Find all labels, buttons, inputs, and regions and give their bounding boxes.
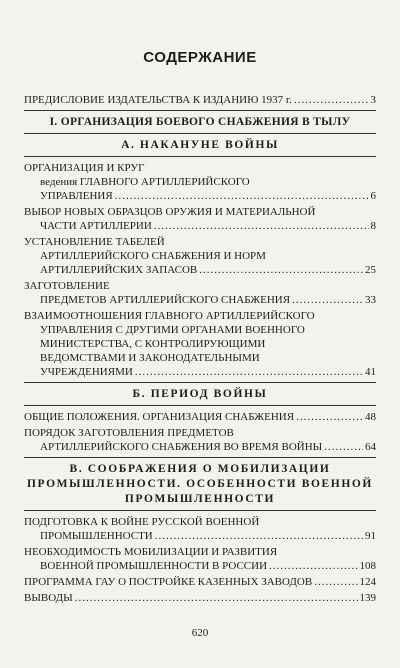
toc-entry-text: ПОДГОТОВКА К ВОЙНЕ РУССКОЙ ВОЕННОЙ xyxy=(24,516,260,528)
toc-entry[interactable] xyxy=(24,161,376,203)
leader-dots xyxy=(314,575,357,589)
toc-entry-text: ВОЕННОЙ ПРОМЫШЛЕННОСТИ В РОССИИ xyxy=(40,560,268,572)
toc-page-number: 33 xyxy=(365,294,376,306)
toc-entry[interactable] xyxy=(24,545,376,573)
toc-page-number: 3 xyxy=(370,94,376,106)
divider xyxy=(24,510,376,511)
section-b-heading: Б. ПЕРИОД ВОЙНЫ xyxy=(132,388,268,400)
toc-page-number: 91 xyxy=(365,530,376,542)
toc-page-number: 124 xyxy=(359,576,376,588)
toc-page-number: 41 xyxy=(365,366,376,378)
leader-dots xyxy=(296,410,363,424)
leader-dots xyxy=(292,293,363,307)
leader-dots xyxy=(75,591,358,605)
toc-entry-last-line xyxy=(24,263,376,277)
leader-dots xyxy=(135,365,363,379)
toc-entry-last-line xyxy=(24,559,376,573)
preface-block xyxy=(24,93,376,107)
toc-entry-text: ВЫВОДЫ xyxy=(24,592,73,604)
toc-page-number: 108 xyxy=(359,560,376,572)
divider xyxy=(24,156,376,157)
toc-entry[interactable] xyxy=(24,410,376,424)
toc-entry-text: ОРГАНИЗАЦИЯ И КРУГ xyxy=(24,162,145,174)
toc-entry-text: ОБЩИЕ ПОЛОЖЕНИЯ. ОРГАНИЗАЦИЯ СНАБЖЕНИЯ xyxy=(24,411,295,423)
section-a-heading: А. НАКАНУНЕ ВОЙНЫ xyxy=(121,139,279,151)
toc-entry[interactable] xyxy=(24,309,376,379)
section-a-entries xyxy=(24,161,376,379)
toc-entry-last-line xyxy=(24,189,376,203)
section-v-entries xyxy=(24,515,376,605)
leader-dots xyxy=(269,559,357,573)
page-number: 620 xyxy=(191,627,209,639)
section-v-heading xyxy=(24,462,376,507)
toc-entry-text: ПРЕДИСЛОВИЕ ИЗДАТЕЛЬСТВА К ИЗДАНИЮ 1937 г. xyxy=(24,94,292,106)
toc-page-number: 48 xyxy=(365,411,376,423)
leader-dots xyxy=(294,93,369,107)
toc-entry[interactable] xyxy=(24,235,376,277)
toc-entry-text: ПРОГРАММА ГАУ О ПОСТРОЙКЕ КАЗЕННЫХ ЗАВОДОВ xyxy=(24,576,313,588)
toc-entry-text: МИНИСТЕРСТВА, С КОНТРОЛИРУЮЩИМИ xyxy=(40,338,266,350)
toc-entry-text: ВЕДОМСТВАМИ И ЗАКОНОДАТЕЛЬНЫМИ xyxy=(40,352,260,364)
toc-entry-text: НЕОБХОДИМОСТЬ МОБИЛИЗАЦИИ И РАЗВИТИЯ xyxy=(24,546,278,558)
toc-entry-last-line xyxy=(24,365,376,379)
leader-dots xyxy=(155,529,363,543)
toc-entry-text: ВЗАИМООТНОШЕНИЯ ГЛАВНОГО АРТИЛЛЕРИЙСКОГО xyxy=(24,310,315,322)
toc-entry-last-line xyxy=(24,410,376,424)
toc-entry-text: УПРАВЛЕНИЯ xyxy=(40,190,113,202)
toc-entry-text: ВЫБОР НОВЫХ ОБРАЗЦОВ ОРУЖИЯ И МАТЕРИАЛЬНОЙ xyxy=(24,206,316,218)
toc-entry-text: УЧРЕЖДЕНИЯМИ xyxy=(40,366,133,378)
divider xyxy=(24,133,376,134)
toc-entry-last-line xyxy=(24,219,376,233)
divider xyxy=(24,110,376,111)
toc-entry-last-line xyxy=(24,575,376,589)
leader-dots xyxy=(199,263,363,277)
toc-entry-last-line xyxy=(24,529,376,543)
toc-entry-text: АРТИЛЛЕРИЙСКИХ ЗАПАСОВ xyxy=(40,264,198,276)
toc-entry[interactable] xyxy=(24,515,376,543)
toc-entry-text: ПОРЯДОК ЗАГОТОВЛЕНИЯ ПРЕДМЕТОВ xyxy=(24,427,234,439)
toc-entry[interactable] xyxy=(24,575,376,589)
toc-page-number: 25 xyxy=(365,264,376,276)
toc-entry-text: АРТИЛЛЕРИЙСКОГО СНАБЖЕНИЯ ВО ВРЕМЯ ВОЙНЫ xyxy=(40,441,323,453)
toc-entry-last-line xyxy=(24,591,376,605)
divider xyxy=(24,382,376,383)
leader-dots xyxy=(115,189,369,203)
section-v-heading-line: В. СООБРАЖЕНИЯ О МОБИЛИЗАЦИИ xyxy=(69,463,331,475)
leader-dots xyxy=(154,219,369,233)
toc-entry-last-line xyxy=(24,93,376,107)
toc-page-number: 6 xyxy=(370,190,376,202)
toc-entry-text: ПРЕДМЕТОВ АРТИЛЛЕРИЙСКОГО СНАБЖЕНИЯ xyxy=(40,294,291,306)
toc-entry[interactable] xyxy=(24,426,376,454)
toc-entry-last-line xyxy=(24,293,376,307)
divider xyxy=(24,405,376,406)
toc-page-number: 139 xyxy=(359,592,376,604)
toc-entry-text: ведения ГЛАВНОГО АРТИЛЛЕРИЙСКОГО xyxy=(40,176,250,188)
toc-page-number: 8 xyxy=(370,220,376,232)
page-title: СОДЕРЖАНИЕ xyxy=(143,49,257,66)
toc-entry[interactable] xyxy=(24,279,376,307)
toc-entry-text: УПРАВЛЕНИЯ С ДРУГИМИ ОРГАНАМИ ВОЕННОГО xyxy=(40,324,305,336)
toc-entry[interactable] xyxy=(24,93,376,107)
toc-page-number: 64 xyxy=(365,441,376,453)
leader-dots xyxy=(324,440,363,454)
toc-entry[interactable] xyxy=(24,591,376,605)
divider xyxy=(24,457,376,458)
toc-entry-text: ЗАГОТОВЛЕНИЕ xyxy=(24,280,110,292)
section-v-heading-line: ПРОМЫШЛЕННОСТИ. ОСОБЕННОСТИ ВОЕННОЙ xyxy=(27,478,373,490)
toc-entry-text: УСТАНОВЛЕНИЕ ТАБЕЛЕЙ xyxy=(24,236,165,248)
toc-entry-text: ЧАСТИ АРТИЛЛЕРИИ xyxy=(40,220,152,232)
toc-entry-text: ПРОМЫШЛЕННОСТИ xyxy=(40,530,153,542)
toc-entry[interactable] xyxy=(24,205,376,233)
table-of-contents xyxy=(24,93,376,607)
part-heading: I. ОРГАНИЗАЦИЯ БОЕВОГО СНАБЖЕНИЯ В ТЫЛУ xyxy=(49,116,351,128)
section-b-entries xyxy=(24,410,376,454)
toc-entry-text: АРТИЛЛЕРИЙСКОГО СНАБЖЕНИЯ И НОРМ xyxy=(40,250,266,262)
section-v-heading-line: ПРОМЫШЛЕННОСТИ xyxy=(124,493,276,505)
toc-entry-last-line xyxy=(24,440,376,454)
